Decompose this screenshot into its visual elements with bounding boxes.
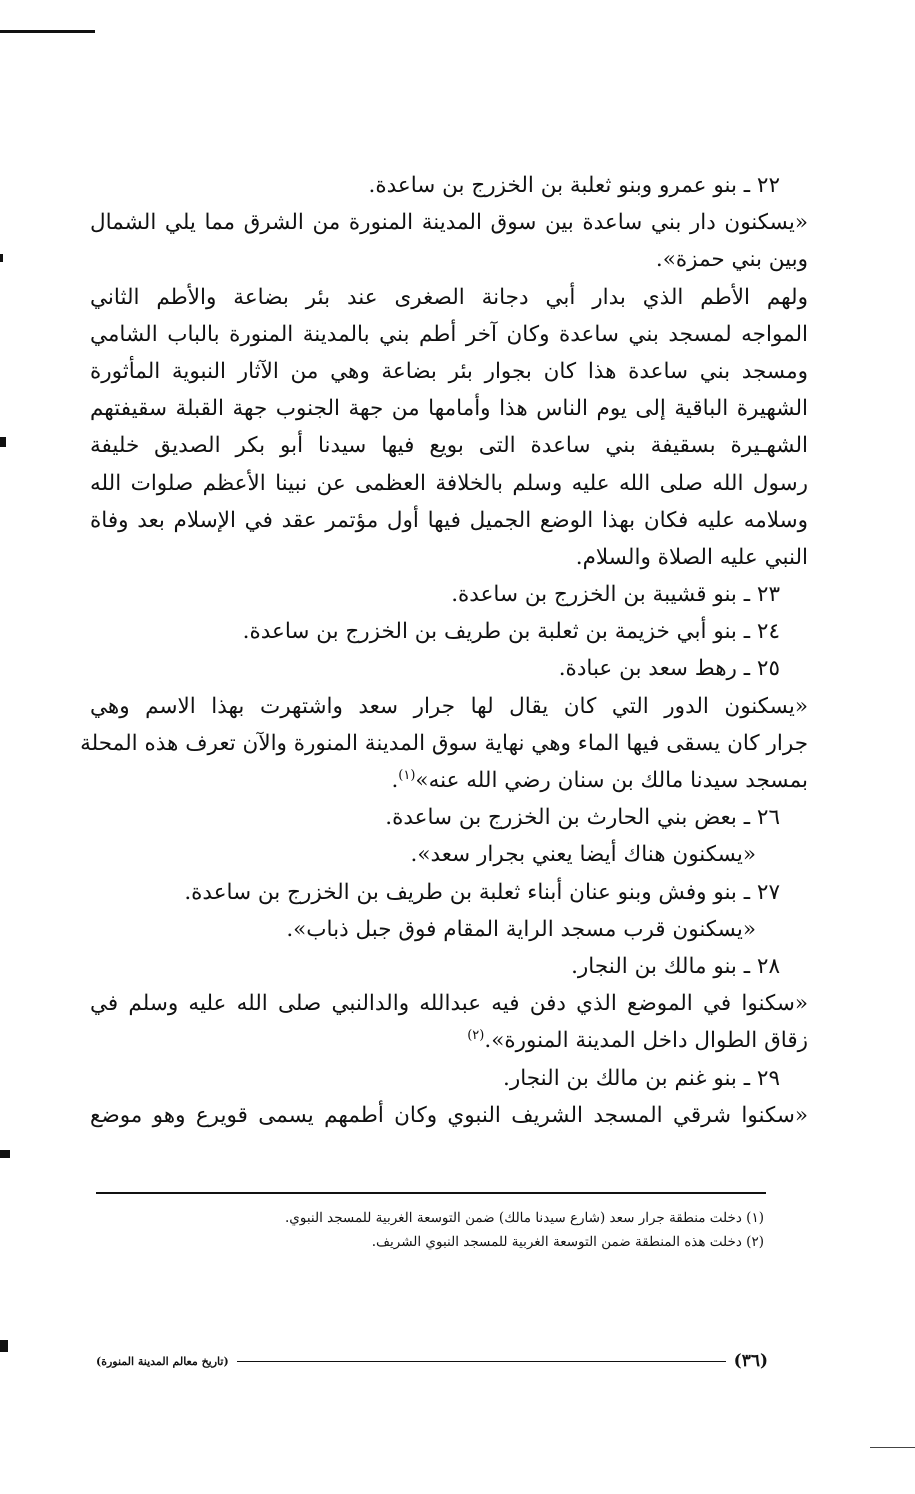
text-line (90, 539, 808, 576)
text-line (90, 874, 808, 911)
text-line (90, 799, 808, 836)
text-line-content: رسول الله صلى الله عليه وسلم بالخلافة العظمى عن نبينا الأعظم صلوات الله (90, 470, 808, 496)
text-line (90, 1060, 808, 1097)
text-line-content: ٢٦ ـ بعض بني الحارث بن الخزرج بن ساعدة. (385, 805, 780, 831)
footnote-item: (١) دخلت منطقة جرار سعد (شارع سيدنا مالك) ضمن التوسعة الغربية للمسجد النبوي. (284, 1210, 764, 1226)
text-line-content: ٢٥ ـ رهط سعد بن عبادة. (558, 656, 780, 682)
text-line-content: زقاق الطوال داخل المدينة المنورة». (484, 1028, 808, 1054)
footnote-reference: (١) (398, 767, 416, 783)
text-line-content: ٢٢ ـ بنو عمرو وبنو ثعلبة بن الخزرج بن ساعدة. (368, 173, 780, 198)
footnotes (96, 1206, 766, 1254)
text-line-content: ٢٨ ـ بنو مالك بن النجار. (571, 953, 780, 979)
footer-rule (237, 1361, 726, 1362)
text-line (90, 316, 808, 353)
text-line (90, 688, 808, 725)
text-line-content: ٢٧ ـ بنو وفش وبنو عنان أبناء ثعلبة بن طريف بن الخزرج بن ساعدة. (184, 879, 780, 905)
text-line (90, 911, 808, 948)
text-line-content: «يسكنون قرب مسجد الراية المقام فوق جبل ذباب». (286, 916, 756, 942)
text-line (90, 465, 808, 502)
text-line (90, 762, 808, 799)
footnote-reference: (٢) (467, 1028, 485, 1044)
text-line (90, 576, 808, 613)
text-line (90, 390, 808, 427)
text-line-content: النبي عليه الصلاة والسلام. (575, 544, 808, 570)
text-line-content: «سكنوا في الموضع الذي دفن فيه عبدالله والدالنبي صلى الله عليه وسلم في (90, 991, 808, 1017)
text-line-content: وسلامه عليه فكان بهذا الوضع الجميل فيها أول مؤتمر عقد في الإسلام بعد وفاة (90, 507, 808, 533)
page-number: (٣٦) (733, 1351, 768, 1371)
text-line-content: ٢٩ ـ بنو غنم بن مالك بن النجار. (503, 1065, 780, 1091)
text-line (90, 167, 808, 204)
text-line-content: بمسجد سيدنا مالك بن سنان رضي الله عنه» (415, 768, 808, 793)
scan-edge-mark (0, 254, 3, 262)
footnote-item: (٢) دخلت هذه المنطقة ضمن التوسعة الغربية للمسجد النبوي الشريف. (371, 1234, 764, 1250)
scan-edge-mark (0, 1340, 8, 1352)
text-line-content: الشهيرة الباقية إلى يوم الناس هذا وأمامها من جهة الجنوب جهة القبلة سقيفتهم (90, 396, 808, 422)
text-line (90, 948, 808, 985)
text-line (90, 241, 808, 278)
text-line-content: «يسكنون الدور التي كان يقال لها جرار سعد واشتهرت بهذا الاسم وهي (90, 693, 808, 719)
text-line (80, 725, 808, 762)
scan-edge-mark (0, 1150, 10, 1158)
page-body-text (80, 167, 808, 1134)
text-line (90, 613, 808, 650)
text-line-content: «يسكنون هناك أيضا يعني بجرار سعد». (410, 842, 756, 868)
scan-edge-mark (870, 1447, 915, 1448)
scan-edge-mark (0, 30, 95, 33)
text-line (90, 427, 808, 464)
line-end-punctuation: . (391, 768, 399, 793)
text-line-content: الشهـيرة بسقيفة بني ساعدة التى بويع فيها سيدنا أبو بكر الصديق خليفة (90, 433, 808, 459)
text-line-content: ومسجد بني ساعدة هذا كان بجوار بئر بضاعة وهي من الآثار النبوية المأثورة (90, 358, 808, 384)
text-line (90, 650, 808, 687)
text-line (90, 279, 808, 316)
text-line-content: «سكنوا شرقي المسجد الشريف النبوي وكان أطمهم يسمى قويرع وهو موضع (90, 1102, 808, 1128)
text-line (90, 353, 808, 390)
text-line (90, 204, 808, 241)
scan-edge-mark (0, 437, 6, 447)
text-line-content: وبين بني حمزة». (655, 247, 808, 273)
footnote-separator (96, 1192, 766, 1194)
text-line-content: ٢٤ ـ بنو أبي خزيمة بن ثعلبة بن طريف بن الخزرج بن ساعدة. (242, 619, 780, 645)
text-line (90, 1097, 808, 1134)
text-line-content: المواجه لمسجد بني ساعدة وكان آخر أطم بني بالمدينة المنورة بالباب الشامي (90, 321, 808, 347)
text-line-content: ولهم الأطم الذي بدار أبي دجانة الصغرى عند بئر بضاعة والأطم الثاني (90, 284, 808, 310)
text-line (90, 836, 808, 873)
page-footer (96, 1350, 768, 1372)
text-line (90, 1022, 808, 1059)
text-line-content: «يسكنون دار بني ساعدة بين سوق المدينة المنورة من الشرق مما يلي الشمال (90, 210, 808, 236)
text-line-content: جرار كان يسقى فيها الماء وهي نهاية سوق المدينة المنورة والآن تعرف هذه المحلة (80, 730, 808, 756)
text-line (90, 502, 808, 539)
text-line (90, 985, 808, 1022)
text-line-content: ٢٣ ـ بنو قشيبة بن الخزرج بن ساعدة. (451, 582, 780, 608)
running-book-title: (تاريخ معالم المدينة المنورة) (96, 1354, 229, 1368)
